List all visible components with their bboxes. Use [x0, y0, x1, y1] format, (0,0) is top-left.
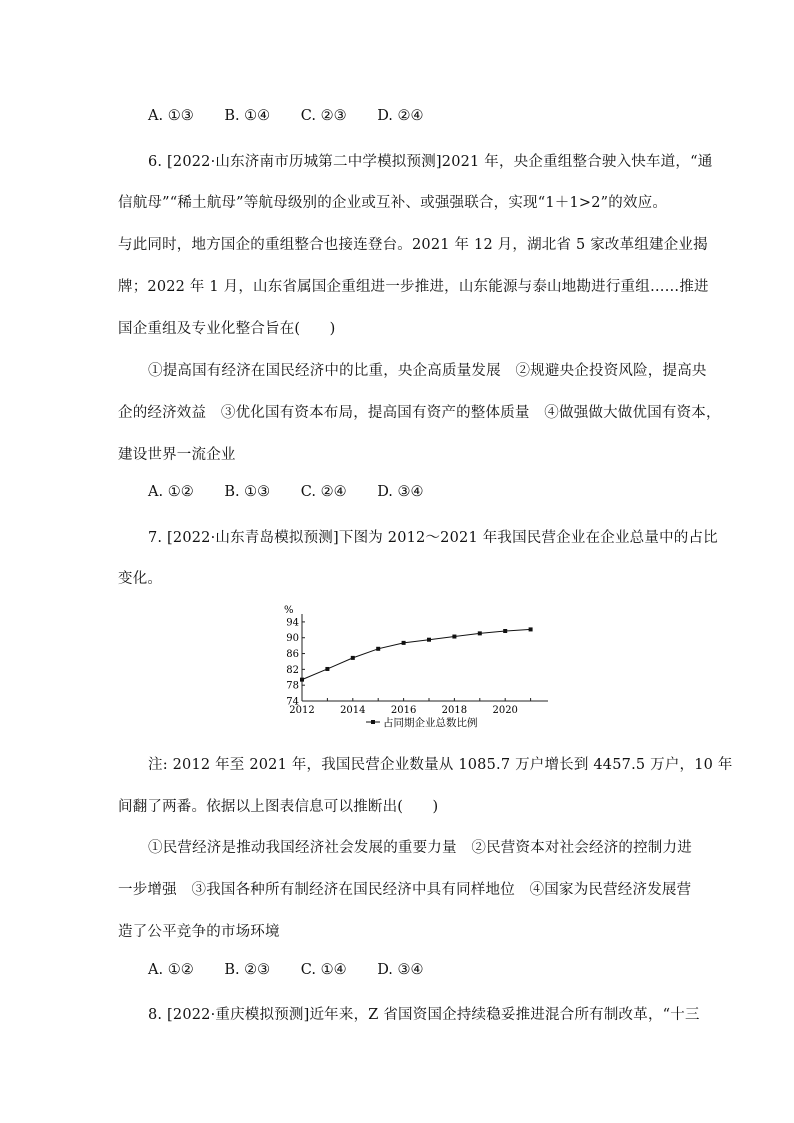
q7-options [148, 962, 450, 978]
q6-stem-line-5: 国企重组及专业化整合旨在( ) [118, 321, 336, 337]
q6-statement-line-1: ①提高国有经济在国民经济中的比重，央企高质量发展 ②规避央企投资风险，提高央 [148, 363, 707, 379]
q6-stem-line-3: 与此同时，地方国企的重组整合也接连登台。2021 年 12 月，湖北省 5 家改革组建企业揭 [118, 237, 708, 253]
y-tick-label: 82 [286, 664, 299, 676]
x-tick-label: 2012 [289, 705, 315, 716]
q7-option-d: D. ③④ [377, 962, 424, 978]
legend-label: 占同期企业总数比例 [383, 717, 478, 729]
q7-option-a: A. ①② [148, 962, 194, 978]
q6-statement-line-2: 企的经济效益 ③优化国有资本布局，提高国有资产的整体质量 ④做强做大做优国有资本， [118, 405, 721, 421]
y-tick-label: 74 [286, 696, 299, 708]
q7-statement-line-2: 一步增强 ③我国各种所有制经济在国民经济中具有同样地位 ④国家为民营经济发展营 [118, 882, 692, 898]
series-line [302, 629, 531, 679]
q5-option-b: B. ①④ [224, 108, 271, 124]
data-point [402, 641, 406, 645]
q7-note-line-2: 间翻了两番。依据以上图表信息可以推断出( ) [118, 799, 439, 815]
q7-line-chart [270, 600, 570, 740]
x-tick-label: 2018 [441, 705, 468, 716]
x-tick-label: 2020 [492, 705, 518, 716]
legend-marker [371, 720, 375, 724]
q5-option-d: D. ②④ [377, 108, 424, 124]
y-tick-label: 90 [286, 633, 299, 645]
q6-option-b: B. ①③ [224, 484, 271, 500]
y-tick-label: 78 [286, 680, 299, 692]
y-unit-label: % [284, 605, 294, 616]
q7-statement-line-3: 造了公平竞争的市场环境 [118, 924, 280, 940]
data-point [452, 635, 456, 639]
q6-stem-line-1: 6. [2022·山东济南市历城第二中学模拟预测]2021 年，央企重组整合驶入快车道，“通 [148, 154, 713, 170]
q6-statement-line-3: 建设世界一流企业 [118, 447, 236, 463]
x-tick-label: 2016 [390, 705, 417, 716]
q7-stem-line-1: 7. [2022·山东青岛模拟预测]下图为 2012～2021 年我国民营企业在企业总量中的占比 [148, 530, 718, 546]
y-tick-label: 86 [286, 649, 299, 661]
data-point [427, 638, 431, 642]
q7-note-line-1: 注: 2012 年至 2021 年，我国民营企业数量从 1085.7 万户增长到 4457.5 万户，10 年 [148, 757, 733, 773]
q6-stem-line-4: 牌；2022 年 1 月，山东省属国企重组进一步推进，山东能源与泰山地勘进行重组……推进 [118, 279, 709, 295]
data-point [300, 678, 304, 682]
q6-option-c: C. ②④ [300, 484, 347, 500]
data-point [503, 629, 507, 633]
q7-stem-line-2: 变化。 [118, 571, 163, 587]
q6-options [148, 484, 450, 500]
data-point [351, 656, 355, 660]
y-tick-label: 94 [286, 617, 299, 629]
q7-statement-line-1: ①民营经济是推动我国经济社会发展的重要力量 ②民营资本对社会经济的控制力进 [148, 840, 692, 856]
q5-option-a: A. ①③ [148, 108, 194, 124]
q5-option-c: C. ②③ [300, 108, 347, 124]
q6-option-d: D. ③④ [377, 484, 424, 500]
data-point [478, 631, 482, 635]
data-point [325, 667, 329, 671]
q7-option-c: C. ①④ [300, 962, 347, 978]
q6-option-a: A. ①② [148, 484, 194, 500]
q7-option-b: B. ②③ [224, 962, 271, 978]
q8-stem-line-1: 8. [2022·重庆模拟预测]近年来，Z 省国资国企持续稳妥推进混合所有制改革，“十三 [148, 1007, 700, 1023]
x-tick-label: 2014 [340, 705, 366, 716]
q6-stem-line-2: 信航母”“稀土航母”等航母级别的企业或互补、或强强联合，实现“1＋1>2”的效应。 [118, 195, 668, 211]
data-point [376, 647, 380, 651]
q5-options [148, 108, 450, 124]
legend [366, 716, 478, 729]
data-point [529, 627, 533, 631]
